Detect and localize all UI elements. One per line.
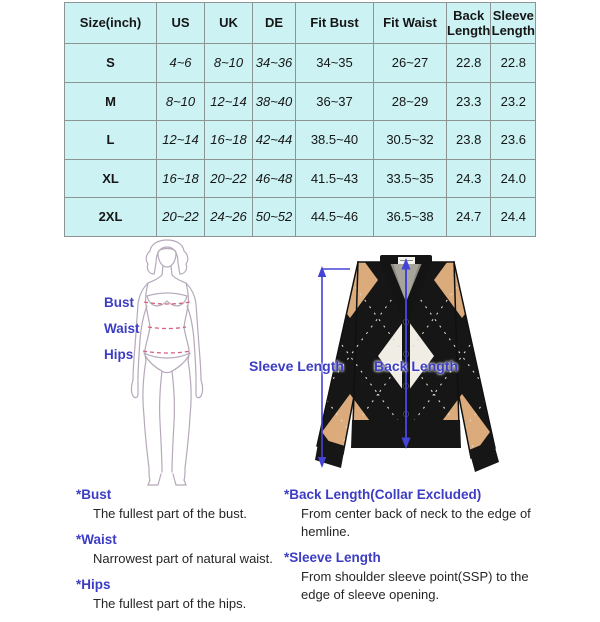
- table-row: [65, 159, 536, 198]
- table-cell: 34~35: [296, 44, 374, 83]
- table-cell: 28~29: [374, 82, 447, 121]
- column-header: UK: [205, 3, 253, 44]
- column-header: US: [157, 3, 205, 44]
- hips-label: Hips: [104, 347, 134, 362]
- table-header-row: [65, 3, 536, 44]
- figure-hair: [146, 240, 187, 274]
- table-cell: 23.8: [447, 121, 491, 160]
- table-cell: 2XL: [65, 198, 157, 237]
- table-row: [65, 82, 536, 121]
- table-cell: XL: [65, 159, 157, 198]
- waist-label: Waist: [104, 321, 140, 336]
- bust-desc: The fullest part of the bust.: [93, 506, 247, 521]
- table-cell: 4~6: [157, 44, 205, 83]
- column-header: DE: [253, 3, 296, 44]
- table-cell: 8~10: [205, 44, 253, 83]
- table-cell: 33.5~35: [374, 159, 447, 198]
- table-cell: 41.5~43: [296, 159, 374, 198]
- measurement-definitions-right: [284, 487, 534, 613]
- table-cell: 16~18: [205, 121, 253, 160]
- hips-dash-line: [143, 351, 191, 353]
- table-cell: 38.5~40: [296, 121, 374, 160]
- body-measurement-figure: [98, 238, 238, 488]
- table-cell: 23.3: [447, 82, 491, 121]
- column-header: Size(inch): [65, 3, 157, 44]
- measurement-definitions-left: [76, 487, 291, 622]
- table-cell: 24.4: [491, 198, 536, 237]
- table-cell: 20~22: [157, 198, 205, 237]
- size-table: [64, 2, 536, 237]
- table-cell: 22.8: [491, 44, 536, 83]
- table-cell: 34~36: [253, 44, 296, 83]
- table-cell: 24~26: [205, 198, 253, 237]
- table-cell: 16~18: [157, 159, 205, 198]
- waist-term: *Waist: [76, 532, 117, 547]
- column-header: Fit Bust: [296, 3, 374, 44]
- table-cell: 30.5~32: [374, 121, 447, 160]
- back-length-desc: From center back of neck to the edge of hemline.: [301, 506, 531, 539]
- hips-term: *Hips: [76, 577, 111, 592]
- table-cell: 24.7: [447, 198, 491, 237]
- figure-face: [158, 249, 176, 268]
- table-cell: 26~27: [374, 44, 447, 83]
- column-header: Sleeve Length: [491, 3, 536, 44]
- table-cell: 24.3: [447, 159, 491, 198]
- table-cell: 23.6: [491, 121, 536, 160]
- bust-label: Bust: [104, 295, 134, 310]
- table-cell: 12~14: [205, 82, 253, 121]
- table-cell: 36~37: [296, 82, 374, 121]
- table-cell: 20~22: [205, 159, 253, 198]
- table-cell: L: [65, 121, 157, 160]
- waist-desc: Narrowest part of natural waist.: [93, 551, 273, 566]
- back-length-label: Back Length: [374, 358, 459, 374]
- back-length-term: *Back Length(Collar Excluded): [284, 487, 482, 502]
- waist-dash-line: [148, 327, 186, 329]
- hips-desc: The fullest part of the hips.: [93, 596, 247, 611]
- table-cell: M: [65, 82, 157, 121]
- table-cell: 38~40: [253, 82, 296, 121]
- table-cell: 23.2: [491, 82, 536, 121]
- table-cell: 42~44: [253, 121, 296, 160]
- table-cell: 12~14: [157, 121, 205, 160]
- table-cell: 44.5~46: [296, 198, 374, 237]
- table-cell: S: [65, 44, 157, 83]
- column-header: Back Length: [447, 3, 491, 44]
- table-cell: 36.5~38: [374, 198, 447, 237]
- column-header: Fit Waist: [374, 3, 447, 44]
- table-cell: 8~10: [157, 82, 205, 121]
- table-row: [65, 44, 536, 83]
- table-cell: 50~52: [253, 198, 296, 237]
- table-row: [65, 198, 536, 237]
- sleeve-length-term: *Sleeve Length: [284, 550, 381, 565]
- table-row: [65, 121, 536, 160]
- sleeve-length-desc: From shoulder sleeve point(SSP) to the edge of sleeve opening.: [301, 569, 529, 602]
- table-cell: 22.8: [447, 44, 491, 83]
- table-cell: 24.0: [491, 159, 536, 198]
- bust-term: *Bust: [76, 487, 112, 502]
- table-cell: 46~48: [253, 159, 296, 198]
- sleeve-length-label: Sleeve Length: [249, 358, 344, 374]
